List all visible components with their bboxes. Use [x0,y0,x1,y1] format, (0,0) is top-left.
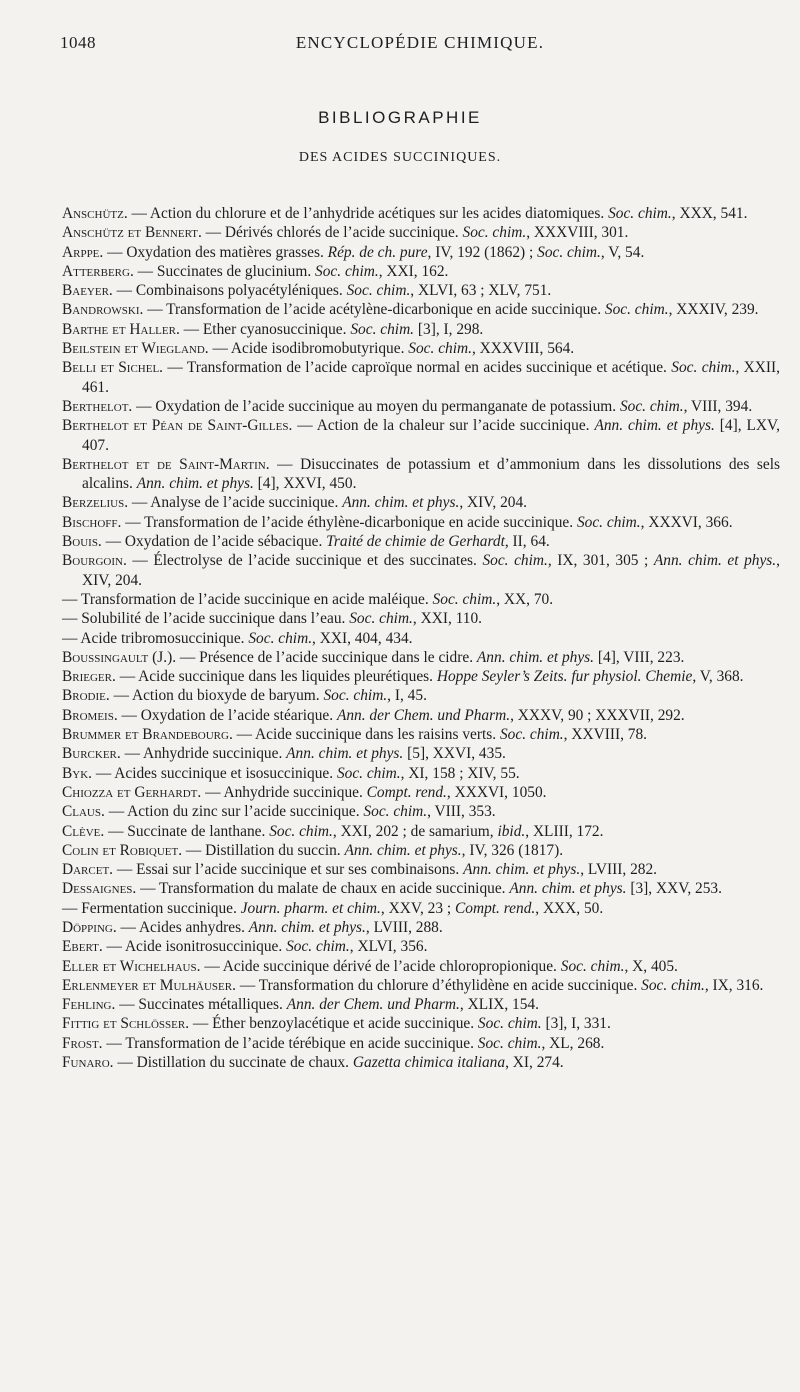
bibliography-entry [62,1034,780,1053]
entry-author: Funaro. [62,1054,114,1072]
entry-author: Fehling. [62,996,116,1014]
entry-reference: , VIII, 394. [683,397,753,415]
entry-title: — Anhydride succinique. [120,745,287,763]
entry-author: Ebert. [62,938,103,956]
entry-author: Berzelius. [62,494,129,512]
bibliography-entry [62,860,780,879]
entry-source: Soc. chim. [477,1034,542,1052]
bibliography-entry [62,899,780,918]
entry-reference: , XXV, 23 ; [380,899,456,917]
entry-reference: , XXXVIII, 564. [471,340,575,358]
entry-source: Ann. chim. et phys. [594,417,715,435]
entry-reference: , XXXIV, 239. [668,301,759,319]
entry-reference: , XLVI, 63 ; XLV, 751. [410,282,552,300]
bibliography-entry [62,841,780,860]
entry-reference: , XXII, 461. [82,359,780,396]
entry-author: Erlenmeyer et Mulhäuser. [62,976,236,994]
entry-author: Berthelot et de Saint-Martin. [62,455,270,473]
bibliography-entry [62,976,780,995]
entry-reference: , IX, 316. [704,976,764,994]
entry-source: Soc. chim. [499,726,564,744]
entry-source: Ann. chim. et phys. [653,552,777,570]
entry-reference: [5], XXVI, 435. [403,745,506,763]
bibliography-list [62,204,780,1072]
entry-reference: , XXX, 50. [535,899,604,917]
bibliography-entry [62,802,780,821]
entry-title: — Distillation du succinate de chaux. [113,1054,353,1072]
entry-source: Soc. chim. [323,687,388,705]
entry-title: — Fermentation succinique. [62,899,241,917]
entry-reference: , IV, 192 (1862) ; [427,243,538,261]
entry-source: Soc. chim. [350,320,415,338]
entry-reference: , XXXVIII, 301. [526,224,629,242]
bibliography-entry [62,822,780,841]
bibliography-entry [62,590,780,609]
bibliography-entry [62,300,780,319]
entry-title: — Action du bioxyde de baryum. [109,687,324,705]
entry-source: Ann. chim. et phys. [463,861,581,879]
page-header [60,33,780,55]
entry-author: Chiozza et Gerhardt. [62,783,202,801]
entry-source: Ann. chim. et phys. [248,918,366,936]
entry-author: Clève. [62,822,105,840]
entry-source: Gazetta chimica italiana [352,1054,506,1072]
entry-author: Eller et Wichelhaus. [62,957,201,975]
bibliography-entry [62,744,780,763]
entry-source: Soc. chim. [408,340,472,358]
entry-reference: [4], VIII, 223. [594,648,685,666]
entry-source: Soc. chim. [604,301,669,319]
entry-author: Boussingault (J.). [62,648,177,666]
bibliography-entry [62,937,780,956]
bibliography-entry [62,223,780,242]
entry-author: Bromeis. [62,706,118,724]
bibliography-entry [62,551,780,590]
entry-author: Bouis. [62,533,102,551]
entry-title: — Essai sur l’acide succinique et sur ses combinaisons. [113,861,464,879]
entry-reference: , XXI, 404, 434. [312,629,413,647]
entry-author: Brodie. [62,687,110,705]
entry-title: — Électrolyse de l’acide succinique et des succinates. [126,552,483,570]
entry-source: Ann. chim. et phys. [136,475,254,493]
entry-title: — Transformation du chlorure d’éthylidène en acide succinique. [235,976,642,994]
entry-title: — Ether cyanosuccinique. [179,320,351,338]
entry-source: Rép. de ch. pure [327,243,428,261]
bibliography-entry [62,339,780,358]
running-title: ENCYCLOPÉDIE CHIMIQUE. [295,33,545,52]
entry-reference: , XI, 274. [505,1054,564,1072]
entry-reference: , XXXVI, 366. [640,513,733,531]
entry-source: Compt. rend. [366,783,447,801]
entry-reference: , V, 54. [600,243,645,261]
entry-source: Ann. chim. et phys. [476,648,595,666]
entry-title: — Transformation de l’acide acétylène-dicarbonique en acide succinique. [143,301,605,319]
entry-author: Bischoff. [62,513,122,531]
bibliography-entry [62,532,780,551]
entry-reference: [3], I, 331. [541,1015,611,1033]
bibliography-entry [62,243,780,262]
entry-source: Ann. chim. et phys. [344,841,462,859]
entry-title: — Distillation du succin. [182,841,345,859]
bibliography-entry [62,764,780,783]
bibliography-entry [62,513,780,532]
bibliography-entry [62,667,780,686]
bibliography-entry [62,783,780,802]
entry-source: Compt. rend. [455,899,536,917]
entry-reference: , XLIII, 172. [525,822,604,840]
bibliography-entry [62,320,780,339]
entry-author: Berthelot et Péan de Saint-Gilles. [62,417,293,435]
entry-reference: , XIV, 204. [82,552,780,589]
entry-reference: [3], I, 298. [414,320,484,338]
entry-source: Soc. chim. [432,590,497,608]
bibliography-entry [62,609,780,628]
bibliography-entry [62,358,780,397]
entry-reference: , XL, 268. [541,1034,605,1052]
entry-source: Soc. chim. [537,243,601,261]
bibliography-entry [62,648,780,667]
entry-reference: [3], XXV, 253. [626,880,722,898]
entry-author: Anschütz. [62,205,128,222]
entry-source: Soc. chim. [671,359,736,377]
entry-title: — Acide succinique dérivé de l’acide chloropropionique. [200,957,561,975]
entry-author: Colin et Robiquet. [62,841,183,859]
entry-reference: , IX, 301, 305 ; [547,552,654,570]
entry-source: Ann. chim. et phys. [286,745,404,763]
bibliography-entry [62,879,780,898]
entry-reference: , XXX, 541. [671,205,748,222]
entry-title: — Transformation de l’acide térébique en acide succinique. [102,1034,478,1052]
entry-reference: , II, 64. [504,533,550,551]
entry-reference: , LVIII, 288. [365,918,443,936]
entry-reference: , X, 405. [624,957,678,975]
entry-author: Burcker. [62,745,121,763]
entry-author: Beilstein et Wiegland. [62,340,209,358]
entry-source: Soc. chim. [462,224,527,242]
entry-source: Soc. chim. [286,938,350,956]
bibliography-entry [62,725,780,744]
entry-author: Claus. [62,803,105,821]
entry-title: — Oxydation des matières grasses. [103,243,328,261]
entry-title: — Acide isodibromobutyrique. [208,340,409,358]
entry-title: — Action du chlorure et de l’anhydride acétiques sur les acides diatomiques. [127,205,609,222]
entry-author: Dessaignes. [62,880,137,898]
entry-source: ibid. [497,822,526,840]
bibliography-entry [62,416,780,455]
entry-title: — Disuccinates de potassium et d’ammonium dans les dissolutions des sels alcalins. [82,455,780,493]
entry-author: Brummer et Brandebourg. [62,726,233,744]
entry-title: — Éther benzoylacétique et acide succinique. [189,1015,478,1033]
entry-title: — Présence de l’acide succinique dans le cidre. [176,648,477,666]
entry-author: Baeyer. [62,282,113,300]
entry-title: — Oxydation de l’acide sébacique. [101,533,327,551]
entry-author: Fittig et Schlösser. [62,1015,190,1033]
entry-reference: , XX, 70. [496,590,554,608]
entry-author: Frost. [62,1034,103,1052]
entry-source: Ann. der Chem. und Pharm. [336,706,511,724]
entry-title: — Anhydride succinique. [201,783,367,801]
bibliography-entry [62,918,780,937]
entry-title: — Acide tribromosuccinique. [62,629,249,647]
bibliography-entry [62,686,780,705]
entry-author: Arppe. [62,243,104,261]
entry-source: Traité de chimie de Gerhardt [326,533,505,551]
entry-author: Atterberg. [62,262,134,280]
entry-reference: , XXVIII, 78. [563,726,648,744]
entry-source: Soc. chim. [576,513,641,531]
entry-reference: , XXXVI, 1050. [446,783,547,801]
entry-author: Belli et Sichel. [62,359,164,377]
bibliography-entry [62,281,780,300]
entry-author: Döpping. [62,918,117,936]
bibliography-entry [62,262,780,281]
entry-author: Bandrowski. [62,301,144,319]
entry-author: Darcet. [62,861,114,879]
entry-title: — Analyse de l’acide succinique. [128,494,343,512]
bibliography-entry [62,397,780,416]
entry-reference: , XIV, 204. [459,494,528,512]
entry-source: Soc. chim. [641,976,705,994]
entry-reference: [4], LXV, 407. [82,417,780,454]
entry-source: Soc. chim. [269,822,333,840]
bibliography-entry [62,204,780,223]
entry-source: Soc. chim. [477,1015,542,1033]
entry-source: Hoppe Seyler’s Zeits. fur physiol. Chemie [436,668,693,686]
entry-title: — Solubilité de l’acide succinique dans l’eau. [62,610,350,628]
entry-title: — Transformation du malate de chaux en acide succinique. [136,880,510,898]
entry-reference: , I, 45. [387,687,427,705]
entry-title: — Action de la chaleur sur l’acide succinique. [292,417,595,435]
entry-title: — Combinaisons polyacétyléniques. [112,282,347,300]
entry-source: Ann. chim. et phys. [509,880,627,898]
entry-reference: , V, 368. [692,668,744,686]
entry-author: Barthe et Haller. [62,320,180,338]
entry-reference: [4], XXVI, 450. [253,475,357,493]
page-number: 1048 [60,33,96,52]
entry-title: — Acides anhydres. [116,918,249,936]
entry-source: Soc. chim. [482,552,548,570]
entry-source: Soc. chim. [248,629,313,647]
entry-reference: , LVIII, 282. [580,861,658,879]
entry-title: — Transformation de l’acide caproïque normal en acides succinique et acétique. [163,359,672,377]
bibliography-entry [62,455,780,494]
entry-reference: , XXI, 202 ; de samarium, [332,822,498,840]
entry-source: Soc. chim. [608,205,672,222]
entry-title: — Transformation de l’acide succinique en acide maléique. [62,590,433,608]
entry-source: Journ. pharm. et chim. [240,899,381,917]
entry-title: — Acide isonitrosuccinique. [102,938,287,956]
entry-source: Ann. der Chem. und Pharm. [286,996,460,1014]
entry-reference: , IV, 326 (1817). [461,841,564,859]
entry-title: — Oxydation de l’acide succinique au moyen du permanganate de potassium. [132,397,620,415]
bibliography-entry [62,1014,780,1033]
entry-reference: , XXI, 110. [412,610,483,628]
bibliography-entry [62,706,780,725]
entry-title: — Succinate de lanthane. [104,822,270,840]
entry-reference: , XI, 158 ; XIV, 55. [400,764,520,782]
entry-title: — Transformation de l’acide éthylène-dicarbonique en acide succinique. [121,513,577,531]
entry-title: — Dérivés chlorés de l’acide succinique. [201,224,463,242]
entry-author: Berthelot. [62,397,133,415]
entry-source: Soc. chim. [560,957,625,975]
entry-title: — Acides succinique et isosuccinique. [92,764,337,782]
entry-source: Soc. chim. [336,764,401,782]
section-subtitle: DES ACIDES SUCCINIQUES. [298,150,502,165]
bibliography-entry [62,629,780,648]
entry-source: Ann. chim. et phys. [342,494,460,512]
entry-title: — Oxydation de l’acide stéarique. [117,706,337,724]
entry-source: Soc. chim. [315,262,379,280]
bibliography-entry [62,493,780,512]
entry-source: Soc. chim. [346,282,411,300]
entry-author: Byk. [62,764,93,782]
bibliography-entry [62,995,780,1014]
bibliography-entry [62,1053,780,1072]
entry-reference: , XLVI, 356. [349,938,428,956]
entry-reference: , XXI, 162. [378,262,449,280]
entry-source: Soc. chim. [363,803,428,821]
entry-author: Bourgoin. [62,552,127,570]
entry-reference: , VIII, 353. [427,803,496,821]
entry-source: Soc. chim. [619,397,684,415]
bibliography-entry [62,957,780,976]
entry-title: — Succinates de glucinium. [133,262,316,280]
entry-reference: , XLIX, 154. [459,996,539,1014]
entry-reference: , XXXV, 90 ; XXXVII, 292. [510,706,685,724]
entry-author: Brieger. [62,668,116,686]
entry-title: — Acide succinique dans les raisins verts. [232,726,500,744]
entry-title: — Acide succinique dans les liquides pleurétiques. [115,668,437,686]
section-title: BIBLIOGRAPHIE [318,108,482,127]
entry-title: — Action du zinc sur l’acide succinique. [104,803,364,821]
entry-source: Soc. chim. [349,610,413,628]
entry-author: Anschütz et Bennert. [62,224,202,242]
entry-title: — Succinates métalliques. [115,996,287,1014]
